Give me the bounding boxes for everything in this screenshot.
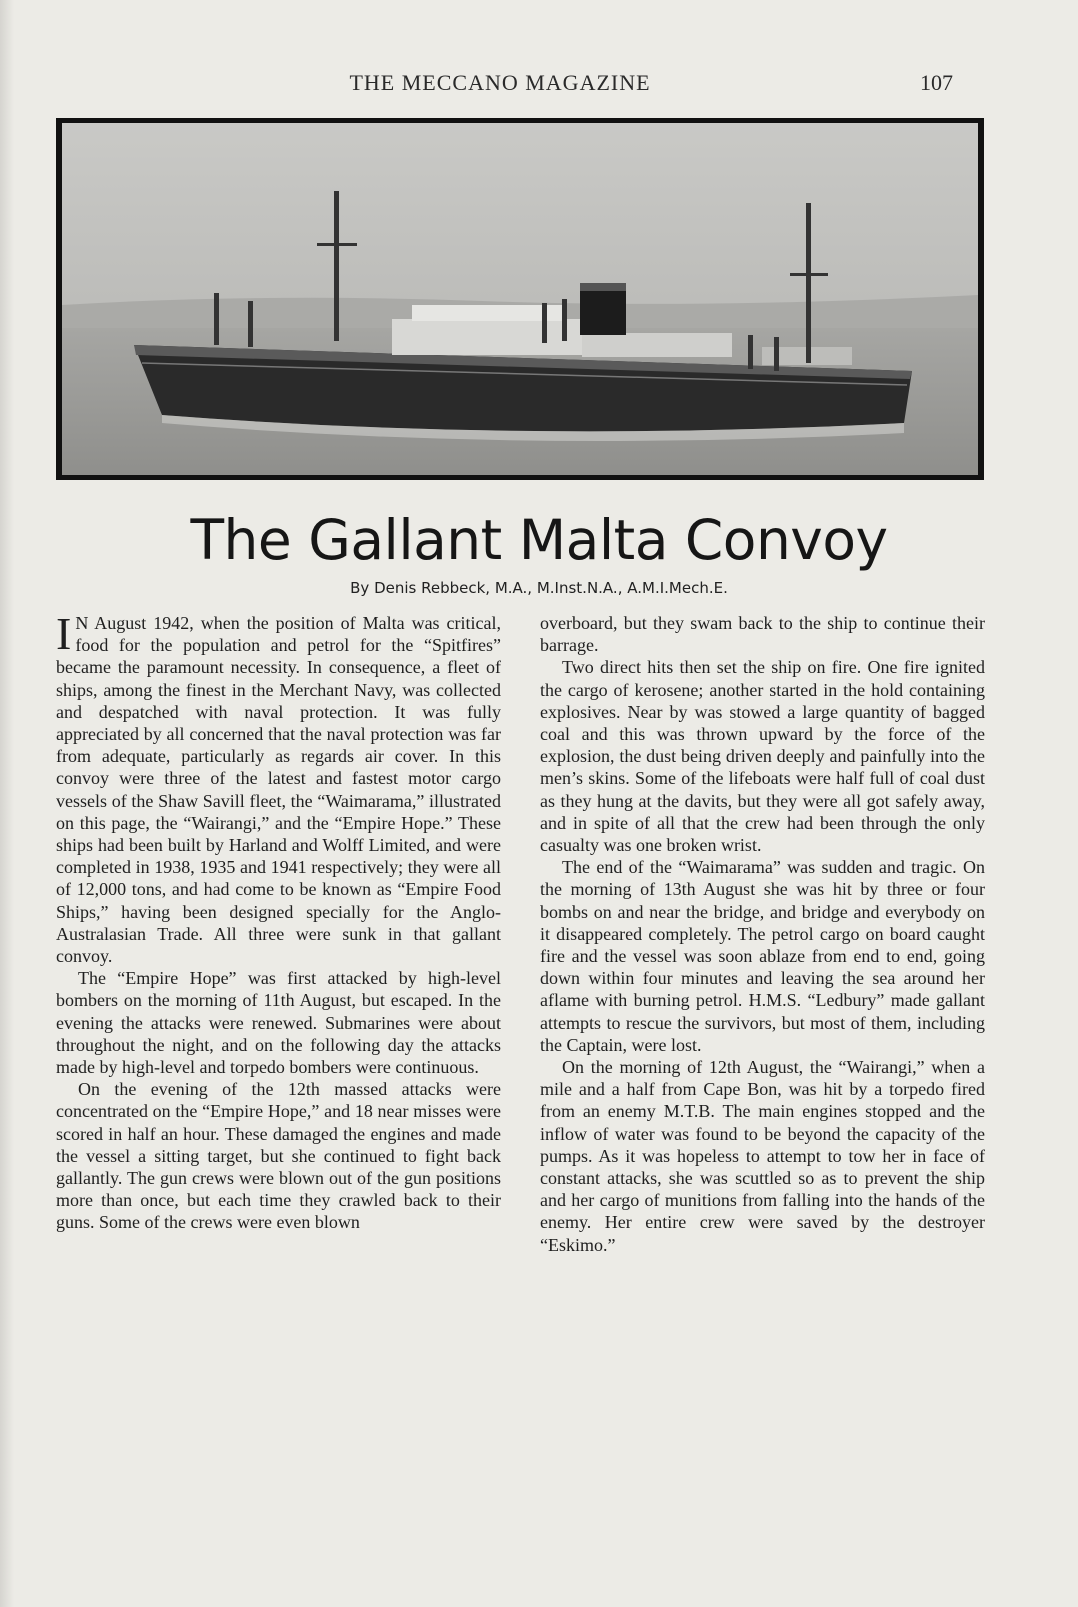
paragraph: The “Empire Hope” was first attacked by high-level bombers on the morning of 11th August, but escaped. In the evening the attacks were renewed. Submarines were about throughout the night, and on the following day the attacks made by high-level and torpedo bombers were continuous. bbox=[56, 968, 501, 1078]
page-number: 107 bbox=[920, 70, 953, 95]
paragraph: On the evening of the 12th massed attacks were concentrated on the “Empire Hope,” and 18 near misses were scored in half an hour. These damaged the engines and made the vessel a sitting target, but she continued to fight back gallantly. The gun crews were blown out of the gun positions more than once, but each time they crawled back to their guns. Some of the crews were even blown bbox=[56, 1079, 501, 1233]
paragraph: On the morning of 12th August, the “Wairangi,” when a mile and a half from Cape Bon, was hit by a torpedo fired from an enemy M.T.B. The main engines stopped and the inflow of water was found to be beyond the capacity of the pumps. As it was hopeless to attempt to tow her in face of constant attacks, she was scuttled so as to prevent the ship and her cargo of munitions from falling into the hands of the enemy. Her entire crew were saved by the destroyer “Eskimo.” bbox=[540, 1057, 985, 1255]
running-header: THE MECCANO MAGAZINE bbox=[349, 70, 651, 95]
article-title: The Gallant Malta Convoy bbox=[190, 508, 888, 572]
paragraph-text: N August 1942, when the position of Malta was critical, food for the population and petrol for the “Spitfires” became the paramount necessity. In consequence, a fleet of ships, among the finest in the Merchant Navy, was collected and despatched with naval protection. It was fully appreciated by all concerned that the naval protection was far from adequate, particularly as regards air cover. In this convoy were three of the latest and fastest motor cargo vessels of the Shaw Savill fleet, the “Waimarama,” illustrated on this page, the “Wairangi,” and the “Empire Hope.” These ships had been built by Harland and Wolff Limited, and were completed in 1938, 1935 and 1941 respectively; they were all of 12,000 tons, and had come to be known as “Empire Food Ships,” having been designed specially for the Anglo-Australasian Trade. All three were sunk in that gallant convoy. bbox=[56, 613, 501, 967]
paragraph bbox=[56, 608, 501, 967]
ship-photo-icon bbox=[62, 123, 978, 475]
left-column bbox=[56, 608, 501, 1234]
article-byline: By Denis Rebbeck, M.A., M.Inst.N.A., A.M.I.Mech.E. bbox=[350, 579, 728, 597]
drop-cap: I bbox=[56, 608, 72, 659]
paragraph: overboard, but they swam back to the ship to continue their barrage. bbox=[540, 613, 985, 656]
paragraph: Two direct hits then set the ship on fire. One fire ignited the cargo of kerosene; another started in the hold containing explosives. Near by was stowed a large quantity of bagged coal and this was thrown upward by the force of the explosion, the dust being driven deeply and painfully into the men’s skins. Some of the lifeboats were half full of coal dust as they hung at the davits, but they were all got safely away, and in spite of all that the crew had been through the only casualty was one broken wrist. bbox=[540, 657, 985, 856]
ship-photo bbox=[56, 118, 984, 480]
scan-edge-shadow bbox=[0, 0, 14, 1607]
right-column bbox=[540, 612, 985, 1256]
paragraph: The end of the “Waimarama” was sudden and tragic. On the morning of 13th August she was hit by three or four bombs on and near the bridge, and bridge and everybody on it disappeared completely. The petrol cargo on board caught fire and the vessel was soon ablaze from end to end, going down within four minutes and leaving the sea around her aflame with burning petrol. H.M.S. “Ledbury” made gallant attempts to rescue the survivors, but most of them, including the Captain, were lost. bbox=[540, 857, 985, 1055]
